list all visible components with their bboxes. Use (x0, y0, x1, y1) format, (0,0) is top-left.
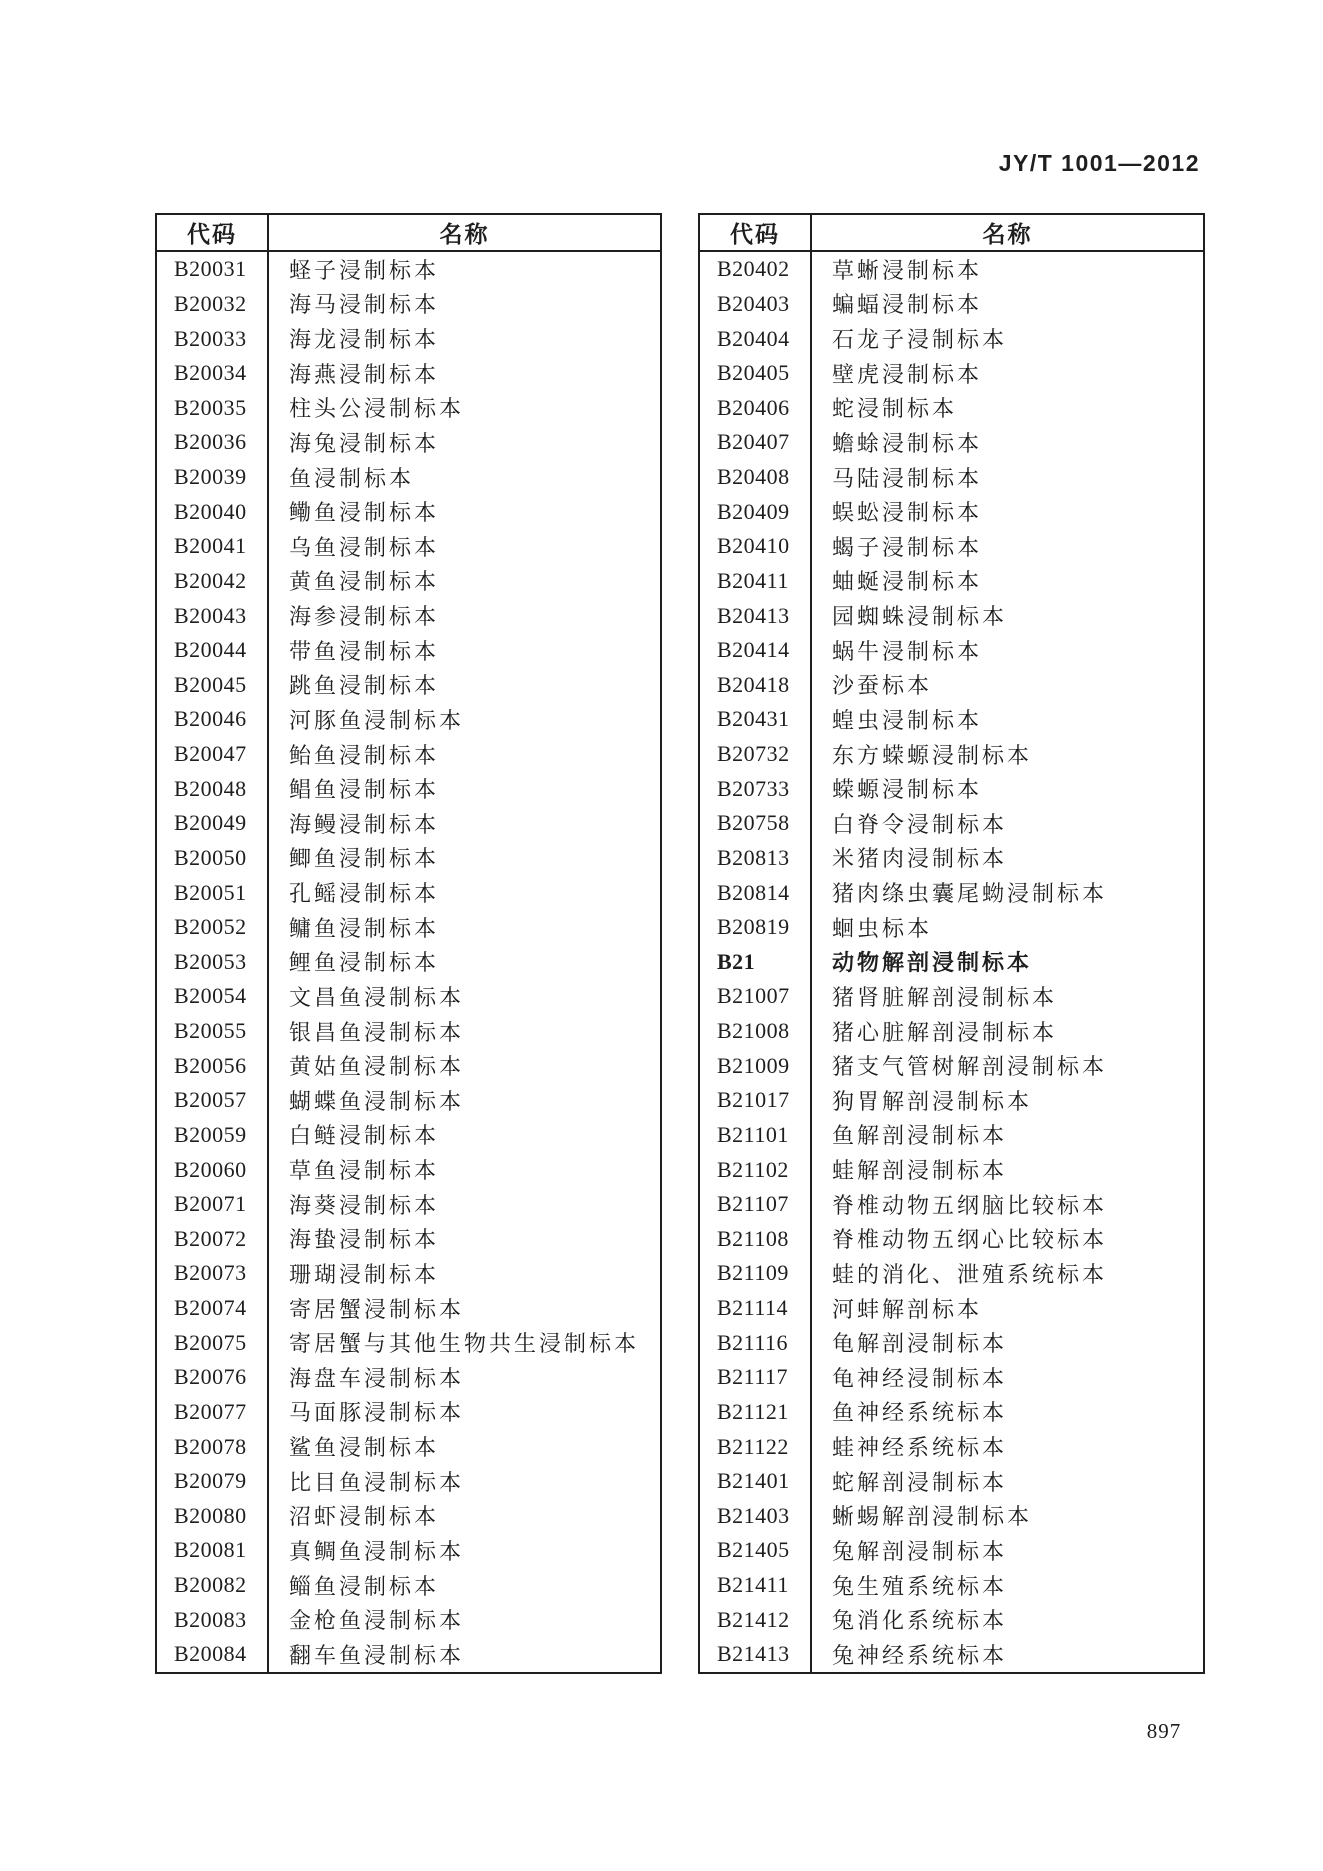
table-row (700, 1533, 1203, 1568)
table-row (157, 425, 660, 460)
table-row (157, 564, 660, 599)
row-name: 兔生殖系统标本 (832, 1573, 1008, 1599)
row-code: B20413 (700, 598, 812, 633)
row-code: B21102 (700, 1152, 812, 1187)
table-row (700, 633, 1203, 668)
row-name: 海鳗浸制标本 (289, 811, 440, 837)
row-name: 蛙的消化、泄殖系统标本 (832, 1261, 1108, 1287)
row-code: B20055 (157, 1014, 269, 1049)
code-table-right (698, 213, 1205, 1674)
row-name: 沼虾浸制标本 (289, 1504, 440, 1530)
table-row (157, 702, 660, 737)
row-name: 马面豚浸制标本 (289, 1400, 465, 1426)
table-row (700, 1256, 1203, 1291)
row-name: 海马浸制标本 (289, 292, 440, 318)
row-code: B20060 (157, 1152, 269, 1187)
row-code: B20057 (157, 1083, 269, 1118)
row-name: 兔神经系统标本 (832, 1642, 1008, 1668)
row-code: B20056 (157, 1048, 269, 1083)
row-name: 马陆浸制标本 (832, 465, 983, 491)
row-name: 沙蚕标本 (832, 673, 933, 699)
table-row (157, 945, 660, 980)
table-row (157, 1533, 660, 1568)
row-code: B20405 (700, 356, 812, 391)
table-row (157, 252, 660, 287)
row-code: B20032 (157, 287, 269, 322)
row-code: B21116 (700, 1325, 812, 1360)
table-row (700, 1048, 1203, 1083)
row-code: B21008 (700, 1014, 812, 1049)
row-code: B20039 (157, 460, 269, 495)
row-name: 鲨鱼浸制标本 (289, 1435, 440, 1461)
table-row (157, 391, 660, 426)
row-name: 蝙蝠浸制标本 (832, 292, 983, 318)
table-row (700, 841, 1203, 876)
row-name: 鳙鱼浸制标本 (289, 915, 440, 941)
row-code: B21109 (700, 1256, 812, 1291)
row-name: 猪肾脏解剖浸制标本 (832, 984, 1058, 1010)
row-name: 白鲢浸制标本 (289, 1123, 440, 1149)
row-name: 蛔虫标本 (832, 915, 933, 941)
row-code: B20418 (700, 668, 812, 703)
row-code: B20059 (157, 1118, 269, 1153)
row-name: 鲤鱼浸制标本 (289, 950, 440, 976)
column-header-code: 代码 (700, 215, 812, 250)
row-code: B20081 (157, 1533, 269, 1568)
table-row (157, 1360, 660, 1395)
row-name: 鱼解剖浸制标本 (832, 1123, 1008, 1149)
row-name: 带鱼浸制标本 (289, 638, 440, 664)
table-row (157, 737, 660, 772)
row-code: B20051 (157, 875, 269, 910)
row-code: B20054 (157, 979, 269, 1014)
table-row (700, 1222, 1203, 1257)
row-code: B20406 (700, 391, 812, 426)
table-row (700, 1187, 1203, 1222)
row-code: B20035 (157, 391, 269, 426)
row-name: 孔鳐浸制标本 (289, 881, 440, 907)
row-code: B20409 (700, 494, 812, 529)
table-row (700, 356, 1203, 391)
row-code: B21122 (700, 1429, 812, 1464)
table-row (700, 1395, 1203, 1430)
table-row (700, 1014, 1203, 1049)
row-code: B21412 (700, 1602, 812, 1637)
row-name: 鲻鱼浸制标本 (289, 1573, 440, 1599)
table-row (700, 668, 1203, 703)
table-row (700, 425, 1203, 460)
column-header-code: 代码 (157, 215, 269, 250)
table-row (700, 1083, 1203, 1118)
row-name: 兔消化系统标本 (832, 1608, 1008, 1634)
row-name: 米猪肉浸制标本 (832, 846, 1008, 872)
row-name: 鲳鱼浸制标本 (289, 777, 440, 803)
row-name: 龟解剖浸制标本 (832, 1331, 1008, 1357)
table-row (157, 529, 660, 564)
row-name: 鱼神经系统标本 (832, 1400, 1008, 1426)
row-name: 蜈蚣浸制标本 (832, 500, 983, 526)
row-name: 东方蝾螈浸制标本 (832, 742, 1033, 768)
row-code: B20076 (157, 1360, 269, 1395)
row-code: B21009 (700, 1048, 812, 1083)
row-code: B20050 (157, 841, 269, 876)
row-code: B20079 (157, 1464, 269, 1499)
row-name: 脊椎动物五纲脑比较标本 (832, 1192, 1108, 1218)
row-name: 海蛰浸制标本 (289, 1227, 440, 1253)
row-code: B21007 (700, 979, 812, 1014)
row-name: 蜗牛浸制标本 (832, 638, 983, 664)
row-name: 海龙浸制标本 (289, 327, 440, 353)
row-name: 猪心脏解剖浸制标本 (832, 1019, 1058, 1045)
table-row (157, 806, 660, 841)
row-code: B20083 (157, 1602, 269, 1637)
row-code: B21411 (700, 1568, 812, 1603)
row-name: 海葵浸制标本 (289, 1192, 440, 1218)
table-body (157, 252, 660, 1672)
row-name: 黄鱼浸制标本 (289, 569, 440, 595)
row-name: 黄姑鱼浸制标本 (289, 1054, 465, 1080)
table-row (700, 494, 1203, 529)
table-row (157, 321, 660, 356)
table-row (700, 979, 1203, 1014)
table-header (700, 215, 1203, 252)
row-name: 海燕浸制标本 (289, 361, 440, 387)
row-code: B20047 (157, 737, 269, 772)
row-code: B21121 (700, 1395, 812, 1430)
row-code: B20071 (157, 1187, 269, 1222)
row-code: B20048 (157, 771, 269, 806)
table-row (157, 1152, 660, 1187)
row-code: B21017 (700, 1083, 812, 1118)
row-name: 珊瑚浸制标本 (289, 1261, 440, 1287)
row-code: B20814 (700, 875, 812, 910)
row-code: B20053 (157, 945, 269, 980)
row-code: B21108 (700, 1222, 812, 1257)
row-name: 蛏子浸制标本 (289, 257, 440, 283)
page-number: 897 (1146, 1719, 1182, 1743)
table-row (157, 1602, 660, 1637)
row-code: B20041 (157, 529, 269, 564)
table-row (157, 1568, 660, 1603)
table-row (157, 598, 660, 633)
row-name: 鲐鱼浸制标本 (289, 742, 440, 768)
table-row (700, 702, 1203, 737)
row-code: B20034 (157, 356, 269, 391)
row-code: B20732 (700, 737, 812, 772)
table-row (157, 1014, 660, 1049)
row-code: B20052 (157, 910, 269, 945)
row-name: 草鱼浸制标本 (289, 1158, 440, 1184)
row-name: 海盘车浸制标本 (289, 1365, 465, 1391)
table-row (157, 1118, 660, 1153)
row-name: 猪肉绦虫囊尾蚴浸制标本 (832, 881, 1108, 907)
row-code: B20073 (157, 1256, 269, 1291)
table-row (157, 287, 660, 322)
row-code: B20072 (157, 1222, 269, 1257)
table-row (157, 910, 660, 945)
row-code: B21 (700, 945, 812, 980)
row-code: B20414 (700, 633, 812, 668)
table-row (700, 1568, 1203, 1603)
table-row (700, 598, 1203, 633)
table-row (157, 1222, 660, 1257)
row-code: B21114 (700, 1291, 812, 1326)
row-name: 龟神经浸制标本 (832, 1365, 1008, 1391)
row-code: B20403 (700, 287, 812, 322)
row-name: 翻车鱼浸制标本 (289, 1642, 465, 1668)
table-row (157, 1429, 660, 1464)
row-code: B20411 (700, 564, 812, 599)
row-name: 文昌鱼浸制标本 (289, 984, 465, 1010)
row-name: 草蜥浸制标本 (832, 257, 983, 283)
table-row (157, 460, 660, 495)
row-name: 蛙神经系统标本 (832, 1435, 1008, 1461)
table-row (157, 356, 660, 391)
table-row (700, 529, 1203, 564)
row-name: 蝎子浸制标本 (832, 534, 983, 560)
row-code: B20077 (157, 1395, 269, 1430)
row-name: 寄居蟹与其他生物共生浸制标本 (289, 1331, 640, 1357)
table-row (700, 287, 1203, 322)
table-row (700, 945, 1203, 980)
row-name: 园蜘蛛浸制标本 (832, 604, 1008, 630)
table-row (157, 1395, 660, 1430)
table-row (157, 1499, 660, 1534)
table-row (700, 1360, 1203, 1395)
row-name: 真鲷鱼浸制标本 (289, 1538, 465, 1564)
row-name: 鱼浸制标本 (289, 465, 415, 491)
table-row (157, 1256, 660, 1291)
table-header (157, 215, 660, 252)
row-name: 兔解剖浸制标本 (832, 1538, 1008, 1564)
row-name: 蝗虫浸制标本 (832, 707, 983, 733)
table-row (157, 633, 660, 668)
table-row (700, 1291, 1203, 1326)
table-row (700, 1464, 1203, 1499)
row-code: B20082 (157, 1568, 269, 1603)
table-row (700, 806, 1203, 841)
row-name: 海参浸制标本 (289, 604, 440, 630)
row-code: B20404 (700, 321, 812, 356)
row-name: 鲫鱼浸制标本 (289, 846, 440, 872)
table-row (157, 668, 660, 703)
row-code: B20408 (700, 460, 812, 495)
table-row (157, 1048, 660, 1083)
table-row (700, 564, 1203, 599)
table-row (700, 875, 1203, 910)
row-name: 蛇浸制标本 (832, 396, 958, 422)
table-row (700, 252, 1203, 287)
row-code: B20080 (157, 1499, 269, 1534)
table-row (700, 1602, 1203, 1637)
row-name: 白脊令浸制标本 (832, 811, 1008, 837)
row-code: B20042 (157, 564, 269, 599)
row-code: B21117 (700, 1360, 812, 1395)
table-row (700, 1637, 1203, 1672)
table-row (700, 1118, 1203, 1153)
code-table-left (155, 213, 662, 1674)
table-row (157, 1464, 660, 1499)
table-body (700, 252, 1203, 1672)
table-row (700, 1152, 1203, 1187)
row-name: 壁虎浸制标本 (832, 361, 983, 387)
row-code: B20033 (157, 321, 269, 356)
row-code: B20049 (157, 806, 269, 841)
row-code: B20431 (700, 702, 812, 737)
row-name: 蚰蜒浸制标本 (832, 569, 983, 595)
row-code: B20758 (700, 806, 812, 841)
row-name: 蛙解剖浸制标本 (832, 1158, 1008, 1184)
row-code: B20733 (700, 771, 812, 806)
row-name: 狗胃解剖浸制标本 (832, 1088, 1033, 1114)
row-code: B20813 (700, 841, 812, 876)
table-row (157, 841, 660, 876)
table-row (700, 737, 1203, 772)
row-name: 寄居蟹浸制标本 (289, 1296, 465, 1322)
row-code: B20410 (700, 529, 812, 564)
row-code: B20078 (157, 1429, 269, 1464)
table-row (157, 875, 660, 910)
table-row (700, 1325, 1203, 1360)
row-code: B20407 (700, 425, 812, 460)
table-row (157, 1291, 660, 1326)
row-code: B20084 (157, 1637, 269, 1672)
row-name: 脊椎动物五纲心比较标本 (832, 1227, 1108, 1253)
row-name: 蜥蜴解剖浸制标本 (832, 1504, 1033, 1530)
column-header-name: 名称 (439, 222, 490, 247)
table-row (700, 391, 1203, 426)
standard-number: JY/T 1001—2012 (998, 150, 1200, 176)
table-row (700, 771, 1203, 806)
row-code: B20046 (157, 702, 269, 737)
row-code: B20402 (700, 252, 812, 287)
row-name: 石龙子浸制标本 (832, 327, 1008, 353)
row-code: B20036 (157, 425, 269, 460)
table-row (157, 1637, 660, 1672)
row-name: 蝴蝶鱼浸制标本 (289, 1088, 465, 1114)
row-name: 比目鱼浸制标本 (289, 1469, 465, 1495)
row-code: B21403 (700, 1499, 812, 1534)
row-name: 蟾蜍浸制标本 (832, 430, 983, 456)
table-row (157, 494, 660, 529)
row-code: B20044 (157, 633, 269, 668)
column-header-name: 名称 (982, 222, 1033, 247)
row-name: 银昌鱼浸制标本 (289, 1019, 465, 1045)
row-code: B21413 (700, 1637, 812, 1672)
row-name: 海兔浸制标本 (289, 430, 440, 456)
table-row (157, 1325, 660, 1360)
table-row (700, 1429, 1203, 1464)
row-code: B21405 (700, 1533, 812, 1568)
row-code: B20040 (157, 494, 269, 529)
row-code: B21401 (700, 1464, 812, 1499)
table-row (700, 910, 1203, 945)
table-row (157, 1083, 660, 1118)
row-code: B20819 (700, 910, 812, 945)
row-code: B20031 (157, 252, 269, 287)
row-name: 柱头公浸制标本 (289, 396, 465, 422)
row-code: B21107 (700, 1187, 812, 1222)
row-name: 金枪鱼浸制标本 (289, 1608, 465, 1634)
table-row (700, 1499, 1203, 1534)
row-code: B20043 (157, 598, 269, 633)
row-name: 蝾螈浸制标本 (832, 777, 983, 803)
row-name: 动物解剖浸制标本 (832, 950, 1033, 976)
row-name: 猪支气管树解剖浸制标本 (832, 1054, 1108, 1080)
table-row (700, 460, 1203, 495)
row-name: 河豚鱼浸制标本 (289, 707, 465, 733)
row-name: 跳鱼浸制标本 (289, 673, 440, 699)
row-name: 河蚌解剖标本 (832, 1296, 983, 1322)
table-row (157, 1187, 660, 1222)
row-code: B20074 (157, 1291, 269, 1326)
row-name: 乌鱼浸制标本 (289, 534, 440, 560)
row-name: 鳓鱼浸制标本 (289, 500, 440, 526)
row-code: B20045 (157, 668, 269, 703)
table-row (157, 771, 660, 806)
row-code: B21101 (700, 1118, 812, 1153)
table-row (700, 321, 1203, 356)
table-row (157, 979, 660, 1014)
row-code: B20075 (157, 1325, 269, 1360)
row-name: 蛇解剖浸制标本 (832, 1469, 1008, 1495)
